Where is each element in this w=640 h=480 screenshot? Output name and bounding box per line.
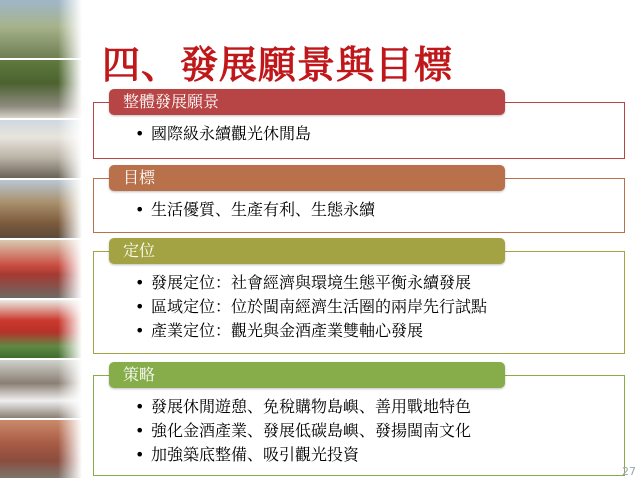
section-strategy-header: 策略	[109, 362, 505, 388]
list-item	[135, 395, 617, 419]
list-item-text: 區域定位：位於閩南經濟生活圈的兩岸先行試點	[151, 297, 488, 316]
list-item	[135, 295, 617, 319]
bullet-icon: •	[135, 297, 145, 316]
section-vision-header: 整體發展願景	[109, 89, 505, 115]
list-item-text: 國際級永續觀光休閒島	[151, 124, 312, 143]
list-item	[135, 319, 617, 343]
section-goal-header: 目標	[109, 165, 505, 191]
section-goal	[93, 165, 625, 233]
list-item	[135, 198, 617, 222]
list-item-text: 發展定位：社會經濟與環境生態平衡永續發展	[151, 273, 472, 292]
slide-title: 四、發展願景與目標	[102, 43, 454, 87]
bullet-icon: •	[135, 321, 145, 340]
section-positioning-header: 定位	[109, 238, 505, 264]
bullet-icon: •	[135, 200, 145, 219]
section-strategy-list	[135, 395, 617, 467]
bullet-icon: •	[135, 124, 145, 143]
section-goal-list	[135, 198, 617, 222]
section-vision	[93, 89, 625, 159]
bullet-icon: •	[135, 397, 145, 416]
section-vision-list	[135, 122, 617, 146]
list-item	[135, 443, 617, 467]
list-item	[135, 122, 617, 146]
photo-fade	[58, 0, 98, 480]
list-item-text: 產業定位：觀光與金酒產業雙軸心發展	[151, 321, 424, 340]
list-item-text: 強化金酒產業、發展低碳島嶼、發揚閩南文化	[151, 421, 472, 440]
list-item-text: 發展休閒遊憩、免稅購物島嶼、善用戰地特色	[151, 397, 472, 416]
list-item	[135, 419, 617, 443]
bullet-icon: •	[135, 445, 145, 464]
page-number: 27	[622, 465, 636, 478]
list-item-text: 加強築底整備、吸引觀光投資	[151, 445, 360, 464]
section-strategy	[93, 362, 625, 476]
section-positioning-list	[135, 271, 617, 343]
list-item	[135, 271, 617, 295]
bullet-icon: •	[135, 421, 145, 440]
bullet-icon: •	[135, 273, 145, 292]
section-positioning	[93, 238, 625, 354]
list-item-text: 生活優質、生產有利、生態永續	[151, 200, 376, 219]
